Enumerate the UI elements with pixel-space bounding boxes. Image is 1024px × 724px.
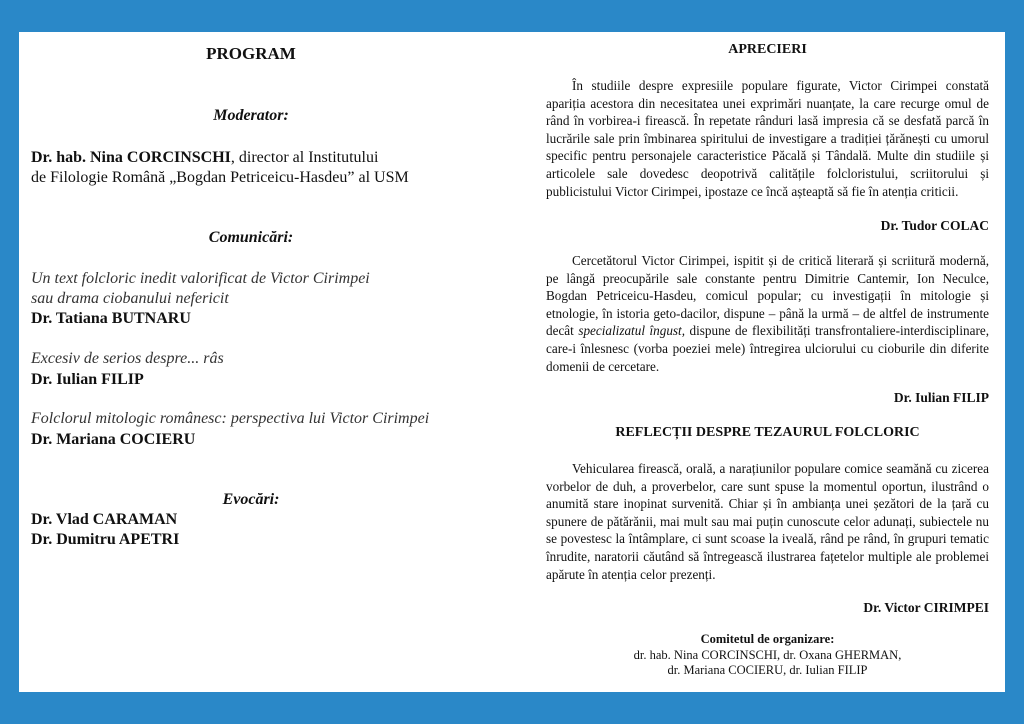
talk-1-speaker: Dr. Tatiana BUTNARU — [31, 310, 191, 327]
apreciere-signature-2: Dr. Iulian FILIP — [893, 390, 989, 405]
moderator-role-1: , director al Institutului — [230, 149, 379, 166]
apreciere-signature-1: Dr. Tudor COLAC — [880, 218, 989, 233]
talk-2-title: Excesiv de serios despre... râs — [31, 350, 224, 367]
talk-3-title: Folclorul mitologic românesc: perspectiva lui Victor Cirimpei — [31, 410, 430, 427]
reflectii-paragraph: Vehicularea firească, orală, a narațiunilor populare comice seamănă cu zicerea vorbelor de duh, a proverbelor, care sunt spuse la momentul oportun, ilustrând o anumită stare inopinat survenită. Chiar și în ambianța unei șezători de la țară cu spunere de pătărănii, mai mult sau mai puțin cunoscute celor adunați, subiectele nu se povestesc la întâmplare, ci sunt scoase la iveală, rând pe rând, în grupuri tematic înrudite, naratorii căutând să întregească ilustrarea fațetelor multiple ale problemei apărute în atenția celor prezenți. — [546, 461, 989, 582]
program-title: PROGRAM — [206, 44, 296, 63]
aprecieri-title: APRECIERI — [728, 42, 807, 57]
moderator-role-2: de Filologie Română „Bogdan Petriceicu-Hasdeu” al USM — [31, 169, 409, 186]
apreciere-paragraph-1: În studiile despre expresiile populare figurate, Victor Cirimpei constată apariția acestora din necesitatea unei exprimări nuanțate, la care recurge omul de rând în vorbirea-i firească. În repetate rânduri lasă impresia că se desfată parcă în lucrările sale prin îmbinarea spiritului de investigare a tradiției țărănești cu umorul specific pentru personajele caracteristice Păcală și Tândală. Multe din studiile și articolele sale dovedesc deopotrivă calitățile folcloristului, scriitorului și publicistului Victor Cirimpei, ipostaze ce încă așteaptă să fie în atenția criticii. — [546, 78, 989, 199]
talk-3-speaker: Dr. Mariana COCIERU — [31, 431, 196, 448]
reflectii-signature: Dr. Victor CIRIMPEI — [863, 600, 989, 615]
moderator-line-1 — [31, 148, 378, 168]
evocare-1: Dr. Vlad CARAMAN — [31, 511, 178, 528]
apreciere-paragraph-2 — [546, 252, 989, 375]
program-sheet — [19, 32, 1005, 692]
comunicari-heading: Comunicări: — [208, 229, 294, 246]
evocare-2: Dr. Dumitru APETRI — [31, 531, 180, 548]
apreciere-paragraph-2-a: Cercetătorul Victor Cirimpei, ispitit și de critică literară și scriitură modernă, pe lângă preocupările sale constante pentru Dimitrie Cantemir, Ion Neculce, Bogdan Petriceicu-Hasdeu, comicul popular; cu investigații în mitologie și etnologie, în istoria geto-dacilor, dispune – până la urmă – de altfel de instrumente decât — [546, 253, 989, 339]
talk-1-title-line-1: Un text folcloric inedit valorificat de Victor Cirimpei — [31, 270, 370, 287]
talk-2-speaker: Dr. Iulian FILIP — [31, 371, 144, 388]
reflectii-title: REFLECȚII DESPRE TEZAURUL FOLCLORIC — [615, 425, 920, 440]
talk-1-title-line-2: sau drama ciobanului nefericit — [31, 290, 229, 307]
apreciere-paragraph-2-b: dispune de flexibilități transfrontaliere-interdisciplinare, care-i înlesnesc (vorba poeziei mele) întregirea ulciorului cu cioburile din diferite domenii de cercetare. — [546, 323, 989, 374]
moderator-name: Dr. hab. Nina CORCINSCHI — [31, 149, 231, 166]
moderator-heading: Moderator: — [213, 107, 289, 124]
comitet-title: Comitetul de organizare: — [700, 632, 835, 646]
comitet-line-1: dr. hab. Nina CORCINSCHI, dr. Oxana GHERMAN, — [633, 648, 902, 662]
comitet-line-2: dr. Mariana COCIERU, dr. Iulian FILIP — [667, 663, 868, 677]
evocari-heading: Evocări: — [222, 491, 280, 508]
apreciere-paragraph-2-italic: specializatul îngust, — [578, 323, 686, 339]
